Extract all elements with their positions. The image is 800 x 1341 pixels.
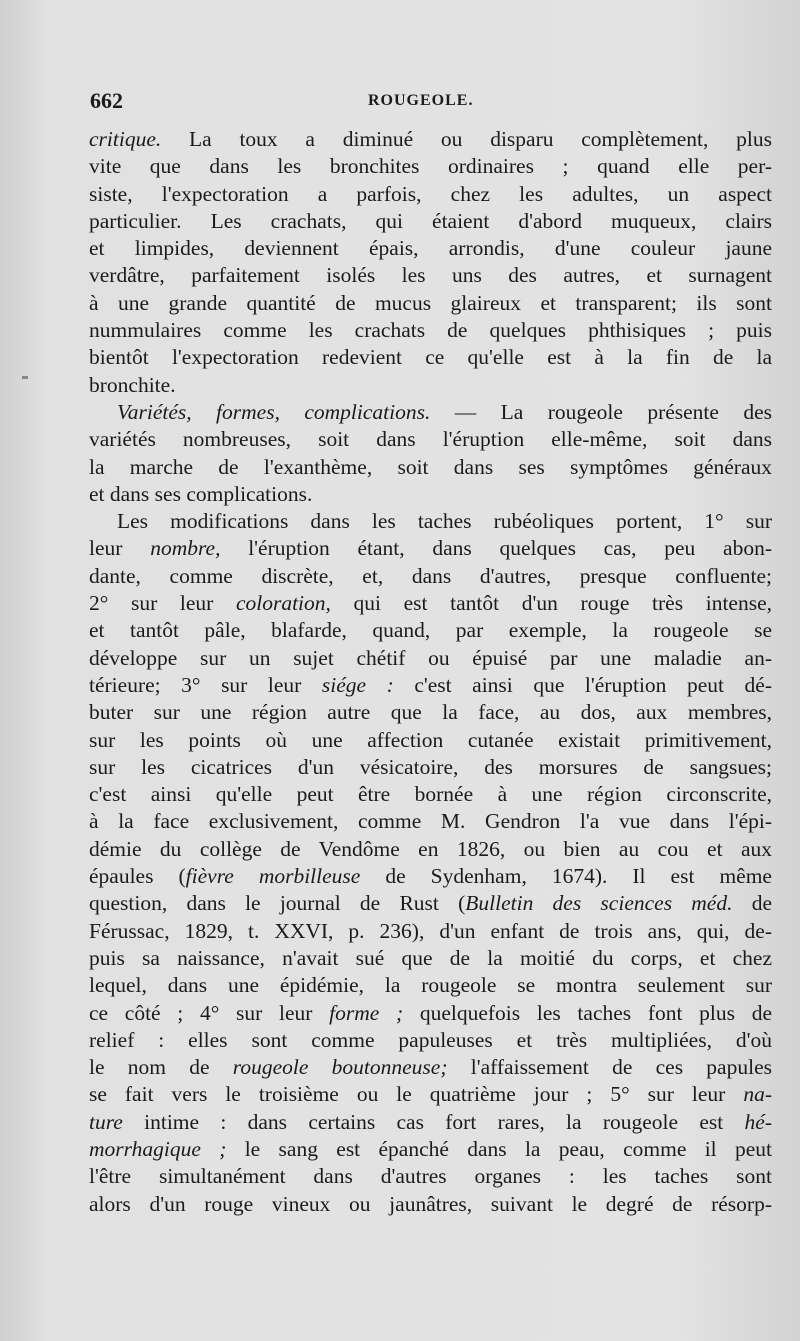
text-run: l'être simultanément dans d'autres organes : les taches sont: [89, 1164, 772, 1189]
text-run: particulier. Les crachats, qui étaient d'abord muqueux, clairs: [89, 208, 772, 233]
italic-text: morrhagique ;: [89, 1136, 227, 1161]
italic-text: forme ;: [329, 1000, 404, 1025]
text-line: [89, 617, 772, 644]
italic-text: siége :: [321, 672, 394, 697]
text-run: et tantôt pâle, blafarde, quand, par exemple, la rougeole se: [89, 618, 772, 643]
text-line: [89, 863, 772, 890]
text-run: de Sydenham, 1674). Il est même: [360, 864, 772, 889]
text-line: [89, 372, 772, 399]
text-line: [89, 481, 772, 508]
text-run: 2° sur leur: [89, 591, 236, 616]
text-run: l'affaissement de ces papules: [447, 1055, 772, 1080]
text-run: siste, l'expectoration a parfois, chez les adultes, un aspect: [89, 181, 772, 206]
text-run: le nom de: [89, 1055, 233, 1080]
text-run: vite que dans les bronchites ordinaires ; quand elle per-: [89, 154, 772, 179]
text-run: La toux a diminué ou disparu complètement, plus: [161, 127, 772, 151]
text-line: [89, 590, 772, 617]
text-run: bientôt l'expectoration redevient ce qu'elle est à la fin de la: [89, 345, 772, 370]
text-run: l'éruption étant, dans quelques cas, peu abon-: [220, 536, 773, 561]
text-run: lequel, dans une épidémie, la rougeole se montra seulement sur: [89, 973, 772, 998]
text-run: question, dans le journal de Rust (: [89, 891, 466, 916]
text-run: nummulaires comme les crachats de quelques phthisiques ; puis: [89, 318, 772, 343]
text-line: [89, 699, 772, 726]
text-run: qui est tantôt d'un rouge très intense,: [330, 591, 772, 616]
text-run: et limpides, deviennent épais, arrondis, d'une couleur jaune: [89, 236, 772, 261]
text-line: [89, 535, 772, 562]
italic-text: rougeole boutonneuse;: [232, 1055, 448, 1080]
italic-text: ture: [89, 1109, 123, 1134]
text-line: [89, 317, 772, 344]
body-text: [89, 126, 772, 1218]
text-run: Férussac, 1829, t. XXVI, p. 236), d'un enfant de trois ans, qui, de-: [89, 918, 772, 943]
text-line: [89, 972, 772, 999]
text-line: [89, 153, 772, 180]
page-header: [90, 88, 770, 118]
text-line: [89, 1054, 772, 1081]
text-run: térieure; 3° sur leur: [89, 672, 322, 697]
text-run: c'est ainsi que l'éruption peut dé-: [393, 672, 772, 697]
running-title: ROUGEOLE.: [368, 92, 474, 109]
text-run: verdâtre, parfaitement isolés les uns des autres, et surnagent: [89, 263, 772, 288]
text-line: [89, 781, 772, 808]
text-run: la marche de l'exanthème, soit dans ses symptômes généraux: [89, 454, 772, 479]
text-line: [89, 1136, 772, 1163]
text-line: [89, 836, 772, 863]
text-run: le sang est épanché dans la peau, comme il peut: [226, 1136, 772, 1161]
text-run: à la face exclusivement, comme M. Gendron l'a vue dans l'épi-: [89, 809, 772, 834]
text-line: [89, 1000, 772, 1027]
italic-text: Variétés, formes, complications.: [117, 399, 431, 424]
text-run: se fait vers le troisième ou le quatrième jour ; 5° sur leur: [89, 1082, 744, 1107]
text-run: intime : dans certains cas fort rares, la rougeole est: [122, 1109, 745, 1134]
italic-text: critique.: [89, 127, 162, 151]
italic-text: hé-: [744, 1109, 772, 1134]
text-line: [89, 890, 772, 917]
text-run: Les modifications dans les taches rubéoliques portent, 1° sur: [117, 509, 772, 534]
text-run: de: [732, 891, 772, 916]
italic-text: fièvre morbilleuse: [185, 864, 361, 889]
text-run: leur: [89, 536, 151, 561]
text-line: [89, 645, 772, 672]
text-run: dante, comme discrète, et, dans d'autres, presque confluente;: [89, 563, 772, 588]
italic-text: Bulletin des sciences méd.: [465, 891, 733, 916]
italic-text: coloration,: [235, 591, 331, 616]
text-line: [89, 454, 772, 481]
text-line: [89, 426, 772, 453]
text-line: [89, 344, 772, 371]
text-run: et dans ses complications.: [89, 481, 313, 506]
text-run: quelquefois les taches font plus de: [403, 1000, 772, 1025]
text-line: [89, 1163, 772, 1190]
text-line: [89, 1027, 772, 1054]
text-run: variétés nombreuses, soit dans l'éruption elle-même, soit dans: [89, 427, 772, 452]
text-line: [89, 290, 772, 317]
text-line: [89, 1109, 772, 1136]
italic-text: nombre,: [150, 536, 221, 561]
text-line: [89, 945, 772, 972]
italic-text: na-: [743, 1082, 772, 1107]
text-line: [89, 918, 772, 945]
text-line: [89, 1081, 772, 1108]
text-run: puis sa naissance, n'avait sué que de la moitié du corps, et chez: [89, 945, 772, 970]
text-line: [89, 1191, 772, 1218]
text-run: alors d'un rouge vineux ou jaunâtres, suivant le degré de résorp-: [89, 1191, 772, 1216]
margin-mark: [22, 376, 28, 379]
text-line: [89, 754, 772, 781]
text-run: démie du collège de Vendôme en 1826, ou bien au cou et aux: [89, 836, 772, 861]
text-line: [89, 181, 772, 208]
text-line: [89, 727, 772, 754]
text-run: à une grande quantité de mucus glaireux et transparent; ils sont: [89, 290, 772, 315]
text-run: développe sur un sujet chétif ou épuisé par une maladie an-: [89, 645, 772, 670]
text-run: buter sur une région autre que la face, au dos, aux membres,: [89, 700, 772, 725]
text-line: [89, 208, 772, 235]
text-line: [89, 672, 772, 699]
page-number: 662: [90, 88, 123, 113]
text-run: ce côté ; 4° sur leur: [89, 1000, 330, 1025]
text-run: sur les points où une affection cutanée existait primitivement,: [89, 727, 772, 752]
text-line: [89, 808, 772, 835]
text-run: c'est ainsi qu'elle peut être bornée à une région circonscrite,: [89, 782, 772, 807]
text-run: épaules (: [89, 864, 186, 889]
text-run: — La rougeole présente des: [430, 399, 773, 424]
text-line: [89, 126, 772, 153]
text-run: relief : elles sont comme papuleuses et très multipliées, d'où: [89, 1027, 772, 1052]
text-line: [89, 262, 772, 289]
text-line: [89, 235, 772, 262]
text-line: [89, 399, 772, 426]
text-line: [89, 508, 772, 535]
text-run: sur les cicatrices d'un vésicatoire, des morsures de sangsues;: [89, 754, 772, 779]
text-line: [89, 563, 772, 590]
text-run: bronchite.: [89, 372, 176, 397]
